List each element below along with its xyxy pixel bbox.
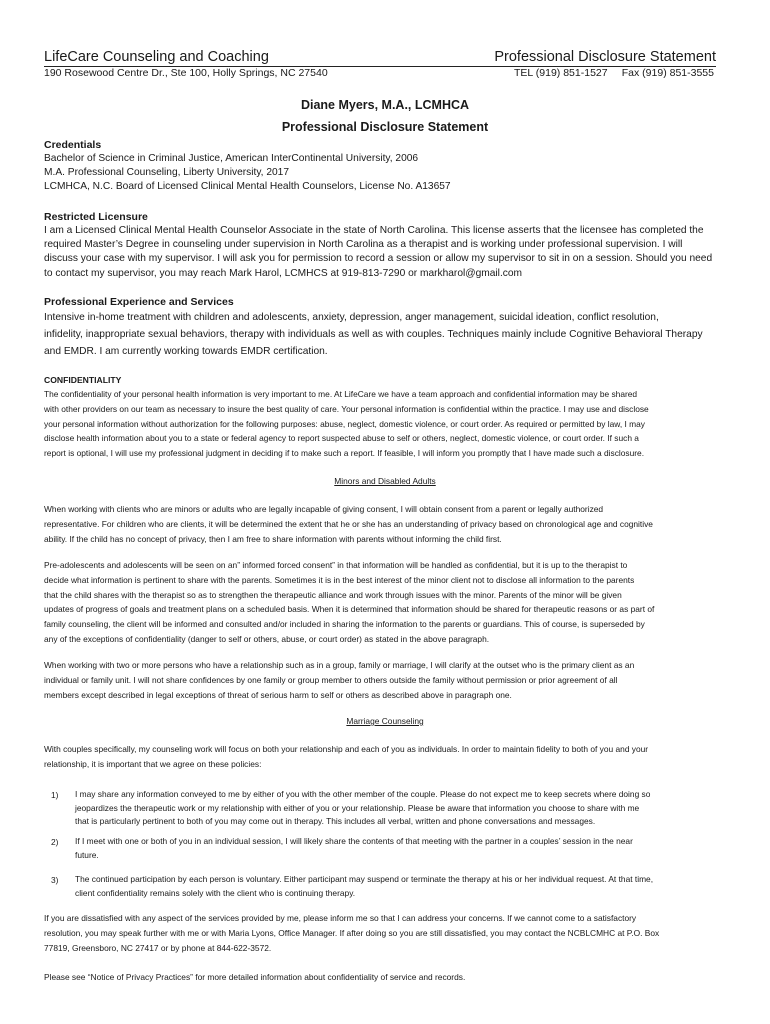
list-item-line: client confidentiality remains solely with the client who is continuing therapy. bbox=[75, 887, 356, 898]
minors-line: individual or family unit. I will not share confidences by one family or group member to others outside the family without permission or prior agreement of all bbox=[44, 674, 618, 685]
list-item bbox=[75, 835, 723, 862]
minors-line: representative. For children who are clients, it will be determined the extent that he or she has an understanding of privacy based on chronological age and cognitive bbox=[44, 518, 653, 529]
confidentiality-line: disclose health information about you to a state or federal agency to report suspected abuse to self or others, neglect, domestic violence, or court order. If such a bbox=[44, 433, 639, 444]
minors-line: Pre-adolescents and adolescents will be seen on an” informed forced consent” in that information will be handled as confidential, but it is up to the therapist to bbox=[44, 560, 628, 570]
privacy-notice-line: Please see “Notice of Privacy Practices” for more detailed information about confidentiality of service and records. bbox=[44, 972, 466, 982]
credential-line: M.A. Professional Counseling, Liberty University, 2017 bbox=[44, 167, 289, 179]
closing-line: resolution, you may speak further with me or with Maria Lyons, Office Manager. If after doing so you are still dissatisfied, you may contact the NCBLCMHC at P.O. Box bbox=[44, 927, 660, 938]
closing-paragraph bbox=[44, 911, 724, 955]
confidentiality-line: with other providers on our team as necessary to insure the best quality of care. Your personal information is confidential within the practice. I may use and disclose bbox=[44, 403, 649, 414]
marriage-intro-line: With couples specifically, my counseling work will focus on both your relationship and each of you as individuals. In order to maintain fidelity to both of you and your bbox=[44, 744, 649, 754]
experience-section bbox=[44, 295, 724, 360]
minors-line: members except described in legal exceptions of threat of serious harm to self or others as described above in paragraph one. bbox=[44, 689, 512, 700]
marriage-intro-line: relationship, it is important that we agree on these policies: bbox=[44, 758, 262, 769]
closing-line: If you are dissatisfied with any aspect of the services provided by me, please inform me so that I can address your concerns. If we cannot come to a satisfactory bbox=[44, 913, 637, 923]
restricted-heading: Restricted Licensure bbox=[44, 211, 148, 223]
minors-line: decide what information is pertinent to share with the parents. Sometimes it is in the best interest of the minor client not to disclose all information to the parents bbox=[44, 574, 635, 585]
confidentiality-section bbox=[44, 374, 724, 461]
minors-line: When working with two or more persons who have a relationship such as in a group, family or marriage, I will clarify at the outset who is the primary client as an bbox=[44, 660, 635, 670]
org-phone: TEL (919) 851-1527 bbox=[514, 67, 608, 79]
minors-line: any of the exceptions of confidentiality (danger to self or others, abuse, or court order) as stated in the above paragraph. bbox=[44, 633, 490, 644]
minors-line: updates of progress of goals and treatment plans on a scheduled basis. When it is determined that information should be shared for therapeutic reasons or as part of bbox=[44, 604, 655, 615]
minors-line: that the child shares with the therapist so as to strengthen the therapeutic alliance and work through issues with the minor. Parents of the minor will be given bbox=[44, 589, 622, 600]
list-item-line: jeopardizes the therapeutic work or my relationship with either of you or your relationship. Please be aware that information you choose to share with me bbox=[75, 802, 640, 813]
restricted-line: I am a Licensed Clinical Mental Health Counselor Associate in the state of North Carolina. This license asserts that the licensee has completed the bbox=[44, 225, 704, 236]
experience-heading: Professional Experience and Services bbox=[44, 296, 234, 308]
org-fax: Fax (919) 851-3555 bbox=[621, 67, 714, 79]
list-item-number: 3) bbox=[51, 875, 59, 885]
list-item-number: 1) bbox=[51, 790, 59, 800]
list-item-line: If I meet with one or both of you in an individual session, I will likely share the contents of that meeting with the partner in a couples’ session in the near bbox=[75, 836, 633, 846]
header-doc-title: Professional Disclosure Statement bbox=[494, 49, 716, 65]
list-item-number: 2) bbox=[51, 837, 59, 847]
minors-paragraph-2 bbox=[44, 558, 724, 647]
list-item-line: that is particularly pertinent to both of you may come out in therapy. This includes all verbal, written and phone conversations and messages. bbox=[75, 816, 596, 826]
restricted-line: discuss your case with my supervisor. I will ask you for permission to record a session or allow my supervisor to sit in on a session. Should you need bbox=[44, 253, 713, 265]
minors-line: When working with clients who are minors or adults who are legally incapable of giving consent, I will obtain consent from a parent or legally authorized bbox=[44, 504, 604, 514]
minors-paragraph-3 bbox=[44, 658, 724, 702]
minors-heading: Minors and Disabled Adults bbox=[334, 476, 436, 486]
credential-line: LCMHCA, N.C. Board of Licensed Clinical Mental Health Counselors, License No. A13657 bbox=[44, 181, 451, 193]
experience-line: infidelity, inappropriate sexual behaviors, therapy with individuals as well as with couples. Techniques mainly include Cognitive Behavioral Therapy bbox=[44, 329, 703, 340]
list-item bbox=[75, 788, 723, 829]
closing-line: 77819, Greensboro, NC 27417 or by phone at 844-622-3572. bbox=[44, 942, 272, 953]
letterhead-contact bbox=[44, 67, 716, 81]
credential-line: Bachelor of Science in Criminal Justice, American InterContinental University, 2006 bbox=[44, 153, 419, 164]
list-item-line: The continued participation by each person is voluntary. Either participant may suspend or terminate the therapy at his or her individual request. At that time, bbox=[75, 874, 654, 884]
restricted-line: required Master’s Degree in counseling under supervision in North Carolina as a therapist and is working under professional supervision. I will bbox=[44, 239, 683, 251]
restricted-licensure-section bbox=[44, 210, 724, 281]
confidentiality-line: your personal information without authorization for the following purposes: abuse, neglect, domestic violence, or court order. As required or permitted by law, I may bbox=[44, 418, 645, 429]
minors-line: family counseling, the client will be informed and consulted and/or included in sharing the information to the parents or guardians. This of course, is superseded by bbox=[44, 619, 645, 630]
experience-line: and EMDR. I am currently working towards EMDR certification. bbox=[44, 346, 328, 357]
marriage-intro bbox=[44, 742, 724, 772]
restricted-line: to contact my supervisor, you may reach Mark Harol, LCMHCS at 919-813-7290 or markharol@gmail.com bbox=[44, 267, 523, 279]
privacy-notice-reference bbox=[44, 970, 724, 985]
list-item-line: I may share any information conveyed to me by either of you with the other member of the couple. Please do not expect me to keep secrets where doing so bbox=[75, 789, 651, 799]
confidentiality-line: The confidentiality of your personal health information is very important to me. At LifeCare we have a team approach and confidential information may be shared bbox=[44, 389, 638, 399]
marriage-heading: Marriage Counseling bbox=[346, 716, 424, 726]
credentials-section bbox=[44, 138, 724, 195]
counselor-name: Diane Myers, M.A., LCMHCA bbox=[300, 98, 470, 112]
minors-paragraph-1 bbox=[44, 502, 724, 546]
org-address: 190 Rosewood Centre Dr., Ste 100, Holly Springs, NC 27540 bbox=[44, 67, 328, 79]
org-name: LifeCare Counseling and Coaching bbox=[44, 49, 269, 65]
list-item bbox=[75, 873, 723, 900]
document-subtitle: Professional Disclosure Statement bbox=[281, 120, 489, 134]
confidentiality-line: report is optional, I will use my professional judgment in deciding if to make such a report. If feasible, I will inform you promptly that I have made such a disclosure. bbox=[44, 448, 645, 459]
confidentiality-heading: CONFIDENTIALITY bbox=[44, 375, 122, 385]
minors-line: ability. If the child has no concept of privacy, then I am free to share information with parents without informing the child first. bbox=[44, 533, 502, 544]
letterhead bbox=[44, 46, 716, 67]
experience-line: Intensive in-home treatment with children and adolescents, anxiety, depression, anger management, suicidal ideation, conflict resolution, bbox=[44, 312, 659, 323]
list-item-line: future. bbox=[75, 849, 99, 860]
credentials-heading: Credentials bbox=[44, 139, 102, 151]
